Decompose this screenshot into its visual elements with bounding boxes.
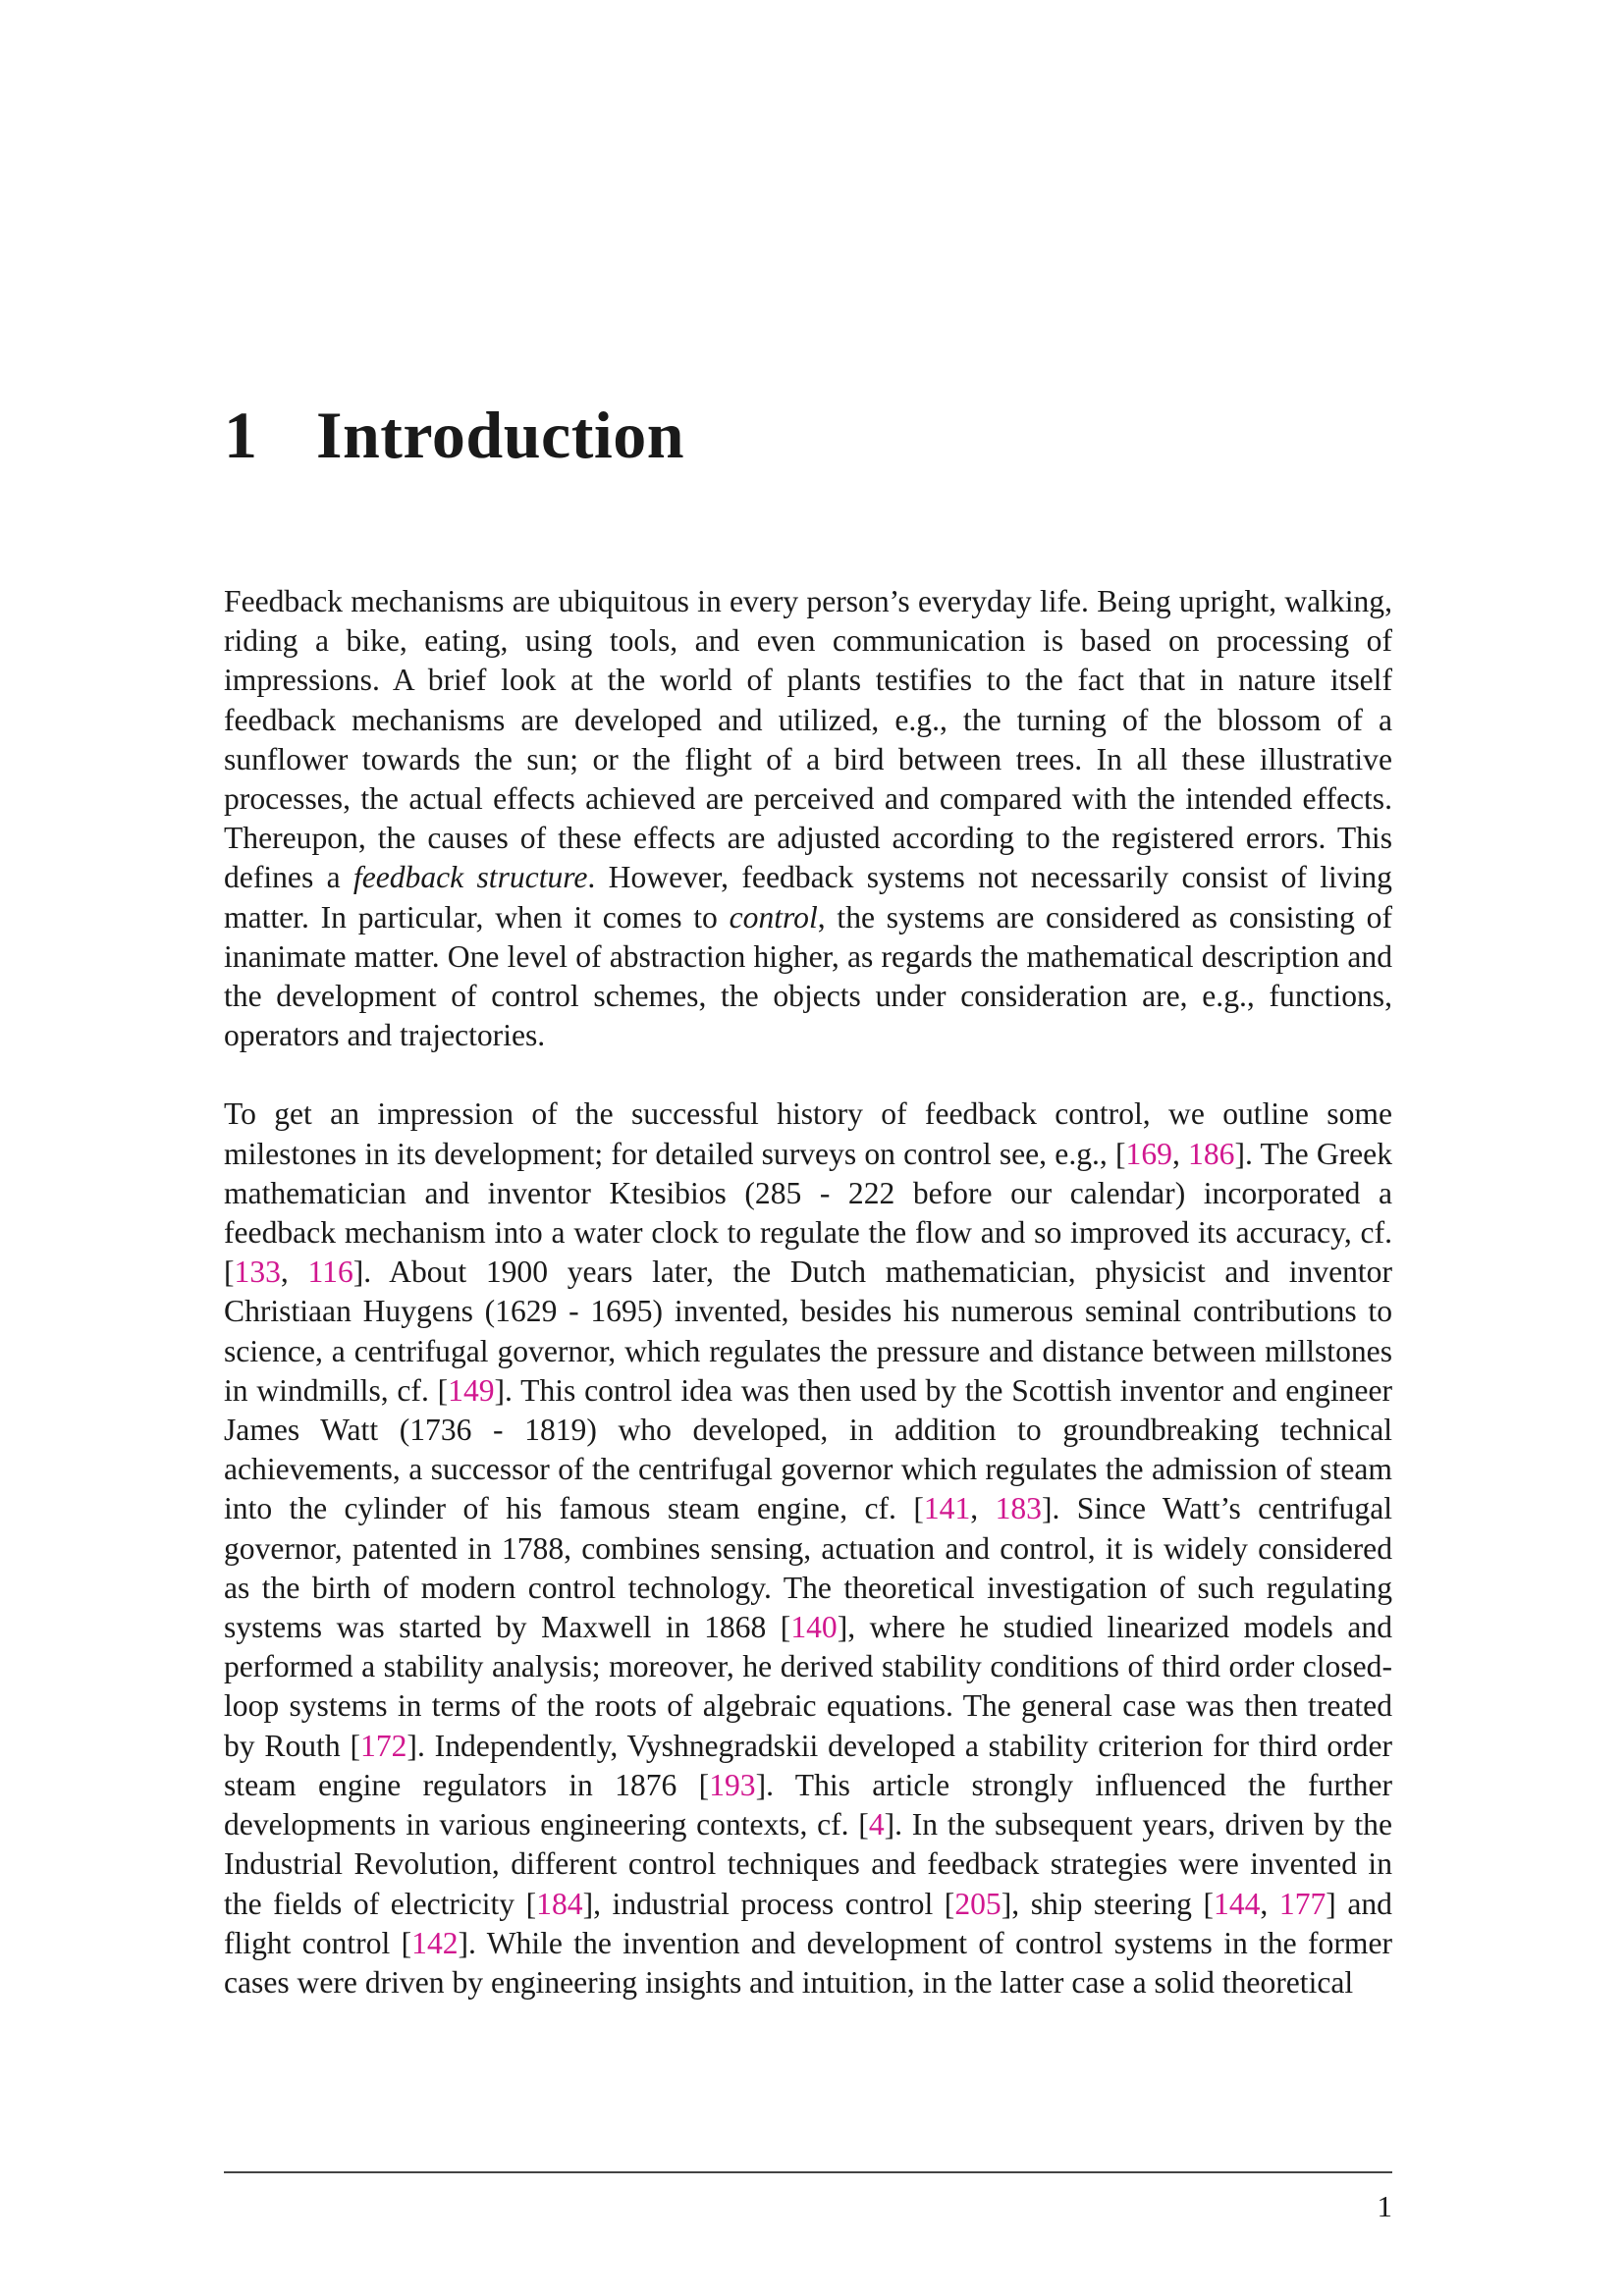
citation-link[interactable]: 193	[709, 1767, 756, 1802]
citation-link[interactable]: 144	[1214, 1886, 1261, 1921]
citation-link[interactable]: 142	[411, 1925, 459, 1960]
text-run: ]. About 1900 years later, the Dutch mathematician, physicist and inventor Christiaan Huygens (1629 - 1695) invented, besides his numerous seminal contributions to science, a centrifugal governor, which regulates the pressure and distance between millstones in windmills, cf. [	[224, 1255, 1392, 1408]
text-run: ]. Since Watt’s centrifugal governor, patented in 1788, combines sensing, actuation and control, it is widely considered as the birth of modern control technology. The theoretical investigation of such regulating systems was started by Maxwell in 1868 [	[224, 1491, 1392, 1645]
text-run: ], industrial process control [	[582, 1886, 955, 1921]
citation-link[interactable]: 116	[307, 1255, 353, 1290]
text-run: ]. While the invention and development of control systems in the former cases were driven by engineering insights and intuition, in the latter case a solid theoretical	[224, 1925, 1392, 2000]
citation-link[interactable]: 149	[448, 1372, 495, 1408]
citation-link[interactable]: 141	[923, 1491, 971, 1526]
text-run: ,	[1171, 1136, 1189, 1171]
footer-rule	[224, 2171, 1392, 2173]
text-run: ], ship steering [	[1001, 1886, 1215, 1921]
text-run: ]. This article strongly influenced the further developments in various engineering contexts, cf. [	[224, 1767, 1392, 1842]
citation-link[interactable]: 184	[536, 1886, 583, 1921]
citation-link[interactable]: 183	[995, 1491, 1042, 1526]
citation-link[interactable]: 177	[1278, 1886, 1326, 1921]
citation-link[interactable]: 169	[1125, 1136, 1172, 1171]
text-run: ,	[280, 1255, 308, 1290]
citation-link[interactable]: 4	[868, 1807, 885, 1842]
text-run: , the systems are considered as consisting of inanimate matter. One level of abstraction higher, as regards the mathematical description and the development of control schemes, the objects under consideration are, e.g., functions, operators and trajectories.	[224, 899, 1392, 1053]
text-run: ]. Independently, Vyshnegradskii developed a stability criterion for third order steam engine regulators in 1876 [	[224, 1728, 1392, 1802]
emphasis-feedback-structure: feedback structure	[352, 860, 588, 895]
paragraph-2	[224, 1095, 1392, 2002]
text-run: ,	[1260, 1886, 1279, 1921]
emphasis-control: control	[729, 899, 818, 934]
chapter-title: Introduction	[316, 398, 685, 472]
citation-link[interactable]: 205	[954, 1886, 1001, 1921]
citation-link[interactable]: 186	[1188, 1136, 1235, 1171]
chapter-heading	[224, 391, 684, 479]
text-run: To get an impression of the successful history of feedback control, we outline some milestones in its development; for detailed surveys on control see, e.g., [	[224, 1096, 1392, 1171]
text-run: ]. In the subsequent years, driven by the Industrial Revolution, different control techniques and feedback strategies were invented in the fields of electricity [	[224, 1807, 1393, 1921]
text-run: ]. This control idea was then used by the Scottish inventor and engineer James Watt (1736 - 1819) who developed, in addition to groundbreaking technical achievements, a successor of the centrifugal governor which regulates the admission of steam into the cylinder of his famous steam engine, cf. [	[224, 1372, 1392, 1526]
text-run: ]. The Greek mathematician and inventor Ktesibios (285 - 222 before our calendar) incorporated a feedback mechanism into a water clock to regulate the flow and so improved its accuracy, cf. [	[224, 1136, 1393, 1290]
citation-link[interactable]: 133	[234, 1255, 281, 1290]
chapter-body	[224, 582, 1392, 2002]
paragraph-1	[224, 582, 1392, 1055]
text-run: ,	[970, 1491, 996, 1526]
text-run: ], where he studied linearized models and performed a stability analysis; moreover, he derived stability conditions of third order closed-loop systems in terms of the roots of algebraic equations. The general case was then treated by Routh [	[224, 1610, 1392, 1763]
citation-link[interactable]: 140	[790, 1610, 838, 1645]
citation-link[interactable]: 172	[360, 1728, 407, 1763]
page-number: 1	[1377, 2189, 1392, 2223]
chapter-number: 1	[224, 398, 258, 472]
text-run: . However, feedback systems not necessarily consist of living matter. In particular, when it comes to	[224, 860, 1392, 934]
text-run: ] and flight control [	[224, 1886, 1392, 1960]
text-run: Feedback mechanisms are ubiquitous in every person’s everyday life. Being upright, walking, riding a bike, eating, using tools, and even communication is based on processing of impressions. A brief look at the world of plants testifies to the fact that in nature itself feedback mechanisms are developed and utilized, e.g., the turning of the blossom of a sunflower towards the sun; or the flight of a bird between trees. In all these illustrative processes, the actual effects achieved are perceived and compared with the intended effects. Thereupon, the causes of these effects are adjusted according to the registered errors. This defines a	[224, 584, 1392, 895]
